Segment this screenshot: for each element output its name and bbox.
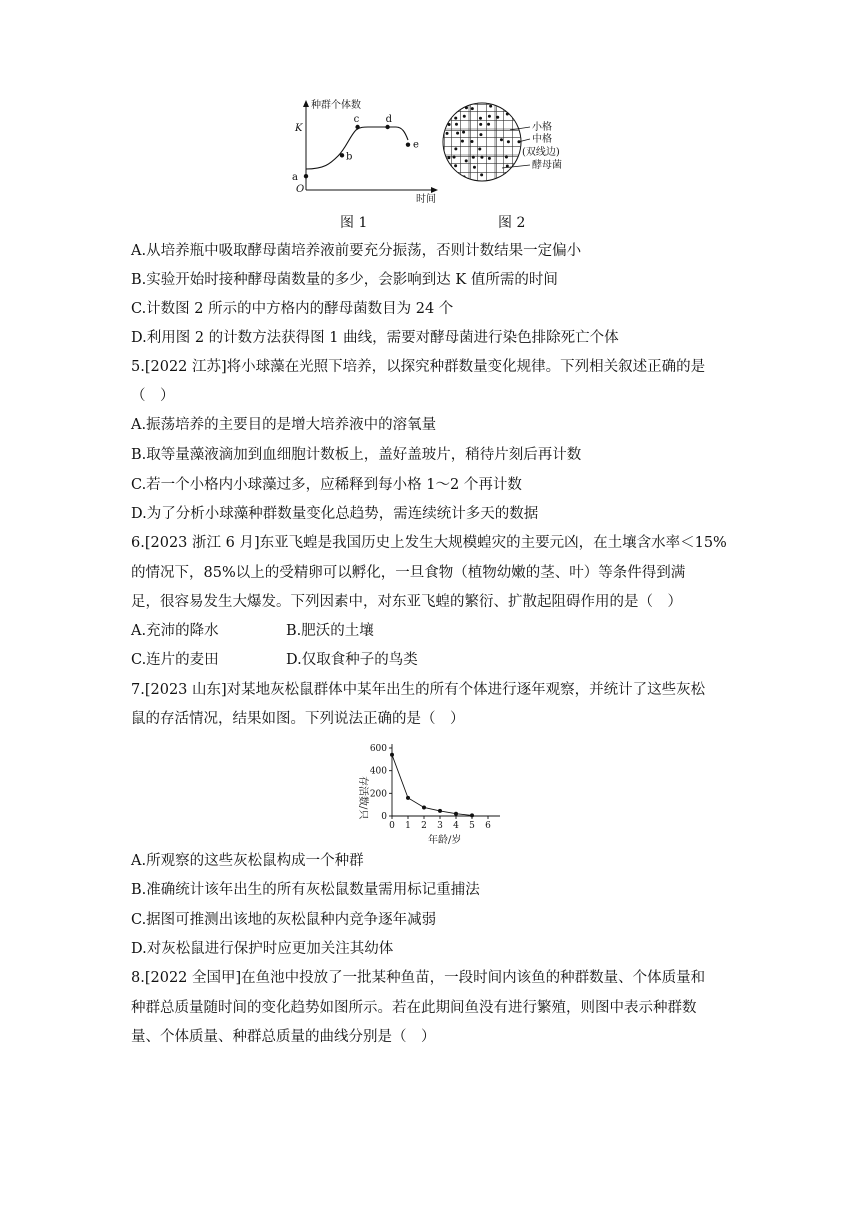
q8-stem-line-2: 种群总质量随时间的变化趋势如图所示。若在此期间鱼没有进行繁殖，则图中表示种群数 <box>131 1000 697 1016</box>
yeast-cell <box>446 104 449 107</box>
yeast-cell <box>456 132 459 135</box>
yeast-cell <box>452 176 455 179</box>
figure-1-caption: 图 1 <box>340 215 368 231</box>
q5-answer-blank: （ ） <box>131 388 175 404</box>
yeast-cell <box>472 156 475 159</box>
q7-option-d: D.对灰松鼠进行保护时应更加关注其幼体 <box>131 941 394 957</box>
x-tick-label: 0 <box>389 821 395 831</box>
yeast-cell <box>448 123 451 126</box>
q6-option-d: D.仅取食种子的鸟类 <box>286 652 418 668</box>
yeast-cell <box>462 131 465 134</box>
yeast-cell <box>488 157 491 160</box>
yeast-cell <box>517 177 520 180</box>
yeast-cell <box>479 117 482 120</box>
figure-1-k-label: K <box>295 123 303 134</box>
yeast-cell <box>488 115 491 118</box>
x-axis-arrow <box>431 187 438 193</box>
yeast-cell <box>513 108 516 111</box>
data-point <box>406 796 410 800</box>
x-tick-label: 5 <box>469 821 475 831</box>
curve-point-label-d: d <box>385 114 393 125</box>
q6-stem-line-2: 的情况下，85%以上的受精卵可以孵化，一旦食物（植物幼嫩的茎、叶）等条件得到满 <box>131 565 686 581</box>
q7-stem-line-1: 7.[2023 山东]对某地灰松鼠群体中某年出生的所有个体进行逐年观察，并统计了这些灰松 <box>131 682 706 698</box>
curve-point-c <box>355 125 359 129</box>
curve-point-label-b: b <box>346 151 353 163</box>
q6-stem-line-1: 6.[2023 浙江 6 月]东亚飞蝗是我国历史上发生大规模蝗灾的主要元凶，在土壤含水率＜15% <box>131 535 727 551</box>
q5-stem: 5.[2022 江苏]将小球藻在光照下培养，以探究种群数量变化规律。下列相关叙述正确的是 <box>131 359 706 375</box>
q4-option-b: B.实验开始时接种酵母菌数量的多少，会影响到达 K 值所需的时间 <box>131 272 558 288</box>
yeast-cell <box>444 174 447 177</box>
y-tick-label: 600 <box>369 744 387 754</box>
q6-stem-line-3: 足，很容易发生大爆发。下列因素中，对东亚飞蝗的繁衍、扩散起阻碍作用的是（ ） <box>131 594 682 610</box>
q7-option-a: A.所观察的这些灰松鼠构成一个种群 <box>131 853 364 869</box>
figure-2-label: 中格 <box>532 134 552 145</box>
y-axis-arrow <box>303 100 309 107</box>
data-point <box>454 812 458 816</box>
chart-ylabel: 存活数/只 <box>357 776 368 820</box>
q5-option-d: D.为了分析小球藻种群数量变化总趋势，需连续统计多天的数据 <box>131 506 539 522</box>
data-point <box>470 813 474 817</box>
yeast-cell <box>479 133 482 136</box>
yeast-cell <box>465 159 468 162</box>
curve-point-label-a: a <box>292 172 298 184</box>
data-point <box>390 753 394 757</box>
q7-stem-line-2: 鼠的存活情况，结果如图。下列说法正确的是（ ） <box>131 711 465 727</box>
q6-option-c: C.连片的麦田 <box>131 652 219 668</box>
yeast-cell <box>508 176 511 179</box>
figure-2-label: 小格 <box>532 122 552 133</box>
yeast-cell <box>461 140 464 143</box>
yeast-cell <box>454 117 457 120</box>
yeast-cell <box>471 107 474 110</box>
q6-option-b: B.肥沃的土壤 <box>286 623 374 639</box>
yeast-cell <box>454 106 457 109</box>
yeast-cell <box>446 132 449 135</box>
curve-point-d <box>385 125 389 129</box>
yeast-cell <box>447 156 450 159</box>
yeast-cell <box>479 123 482 126</box>
q4-option-c: C.计数图 2 所示的中方格内的酵母菌数目为 24 个 <box>131 301 454 317</box>
q5-option-c: C.若一个小格内小球藻过多，应稀释到每小格 1～2 个再计数 <box>131 477 522 493</box>
y-tick-label: 0 <box>381 812 387 822</box>
curve-point-a <box>304 174 308 178</box>
yeast-cell <box>463 115 466 118</box>
q5-option-b: B.取等量藻液滴加到血细胞计数板上，盖好盖玻片，稍待片刻后再计数 <box>131 447 582 463</box>
q7-option-c: C.据图可推测出该地的灰松鼠种内竞争逐年减弱 <box>131 912 437 928</box>
curve-point-e <box>406 142 410 146</box>
x-tick-label: 3 <box>437 821 443 831</box>
yeast-cell <box>500 138 503 141</box>
q4-option-d: D.利用图 2 的计数方法获得图 1 曲线，需要对酵母菌进行染色排除死亡个体 <box>131 330 619 346</box>
yeast-cell <box>455 123 458 126</box>
yeast-cell <box>445 165 448 168</box>
figure-1-ylabel: 种群个体数 <box>311 100 361 111</box>
figure-2-label: (双线边) <box>522 147 560 158</box>
q8-stem-line-1: 8.[2022 全国甲]在鱼池中投放了一批某种鱼苗，一段时间内该鱼的种群数量、个体质量和 <box>131 970 706 986</box>
yeast-cell <box>480 156 483 159</box>
figure-2-label: 酵母菌 <box>532 160 562 171</box>
yeast-cell <box>454 164 457 167</box>
x-tick-label: 1 <box>405 821 411 831</box>
survival-line <box>392 755 472 816</box>
figure-1-growth-curve <box>284 96 440 206</box>
y-tick-label: 400 <box>369 766 387 777</box>
yeast-cell <box>453 156 456 159</box>
data-point <box>422 806 426 810</box>
chart-xlabel: 年龄/岁 <box>428 835 462 846</box>
yeast-cell <box>478 148 481 151</box>
yeast-cell <box>480 173 483 176</box>
yeast-cell <box>454 147 457 150</box>
q5-option-a: A.振荡培养的主要目的是增大培养液中的溶氧量 <box>131 417 437 433</box>
yeast-cell <box>473 166 476 169</box>
data-point <box>438 809 442 813</box>
x-tick-label: 2 <box>421 821 427 831</box>
yeast-cell <box>489 105 492 108</box>
q4-option-a: A.从培养瓶中吸取酵母菌培养液前要充分振荡，否则计数结果一定偏小 <box>131 243 582 259</box>
x-tick-label: 6 <box>485 821 491 831</box>
figure-1-origin-label: O <box>296 184 305 195</box>
q6-option-a: A.充沛的降水 <box>131 623 219 639</box>
yeast-cell <box>496 116 499 119</box>
q8-stem-line-3: 量、个体质量、种群总质量的曲线分别是（ ） <box>131 1029 436 1045</box>
survival-chart <box>348 740 508 850</box>
curve-point-label-e: e <box>413 139 419 151</box>
yeast-cell <box>507 106 510 109</box>
yeast-cell <box>487 123 490 126</box>
figure-1-curve <box>306 127 408 169</box>
q7-option-b: B.准确统计该年出生的所有灰松鼠数量需用标记重捕法 <box>131 882 480 898</box>
figure-1-xlabel: 时间 <box>416 194 436 205</box>
curve-point-label-c: c <box>353 114 360 125</box>
yeast-cell <box>471 140 474 143</box>
yeast-cell <box>507 140 510 143</box>
x-tick-label: 4 <box>453 821 459 831</box>
curve-point-b <box>340 153 344 157</box>
figure-2-caption: 图 2 <box>498 215 526 231</box>
y-tick-label: 200 <box>369 789 387 800</box>
figure-2-hemocytometer <box>440 100 590 188</box>
yeast-cell <box>505 156 508 159</box>
chart-axes-lines <box>392 744 500 816</box>
